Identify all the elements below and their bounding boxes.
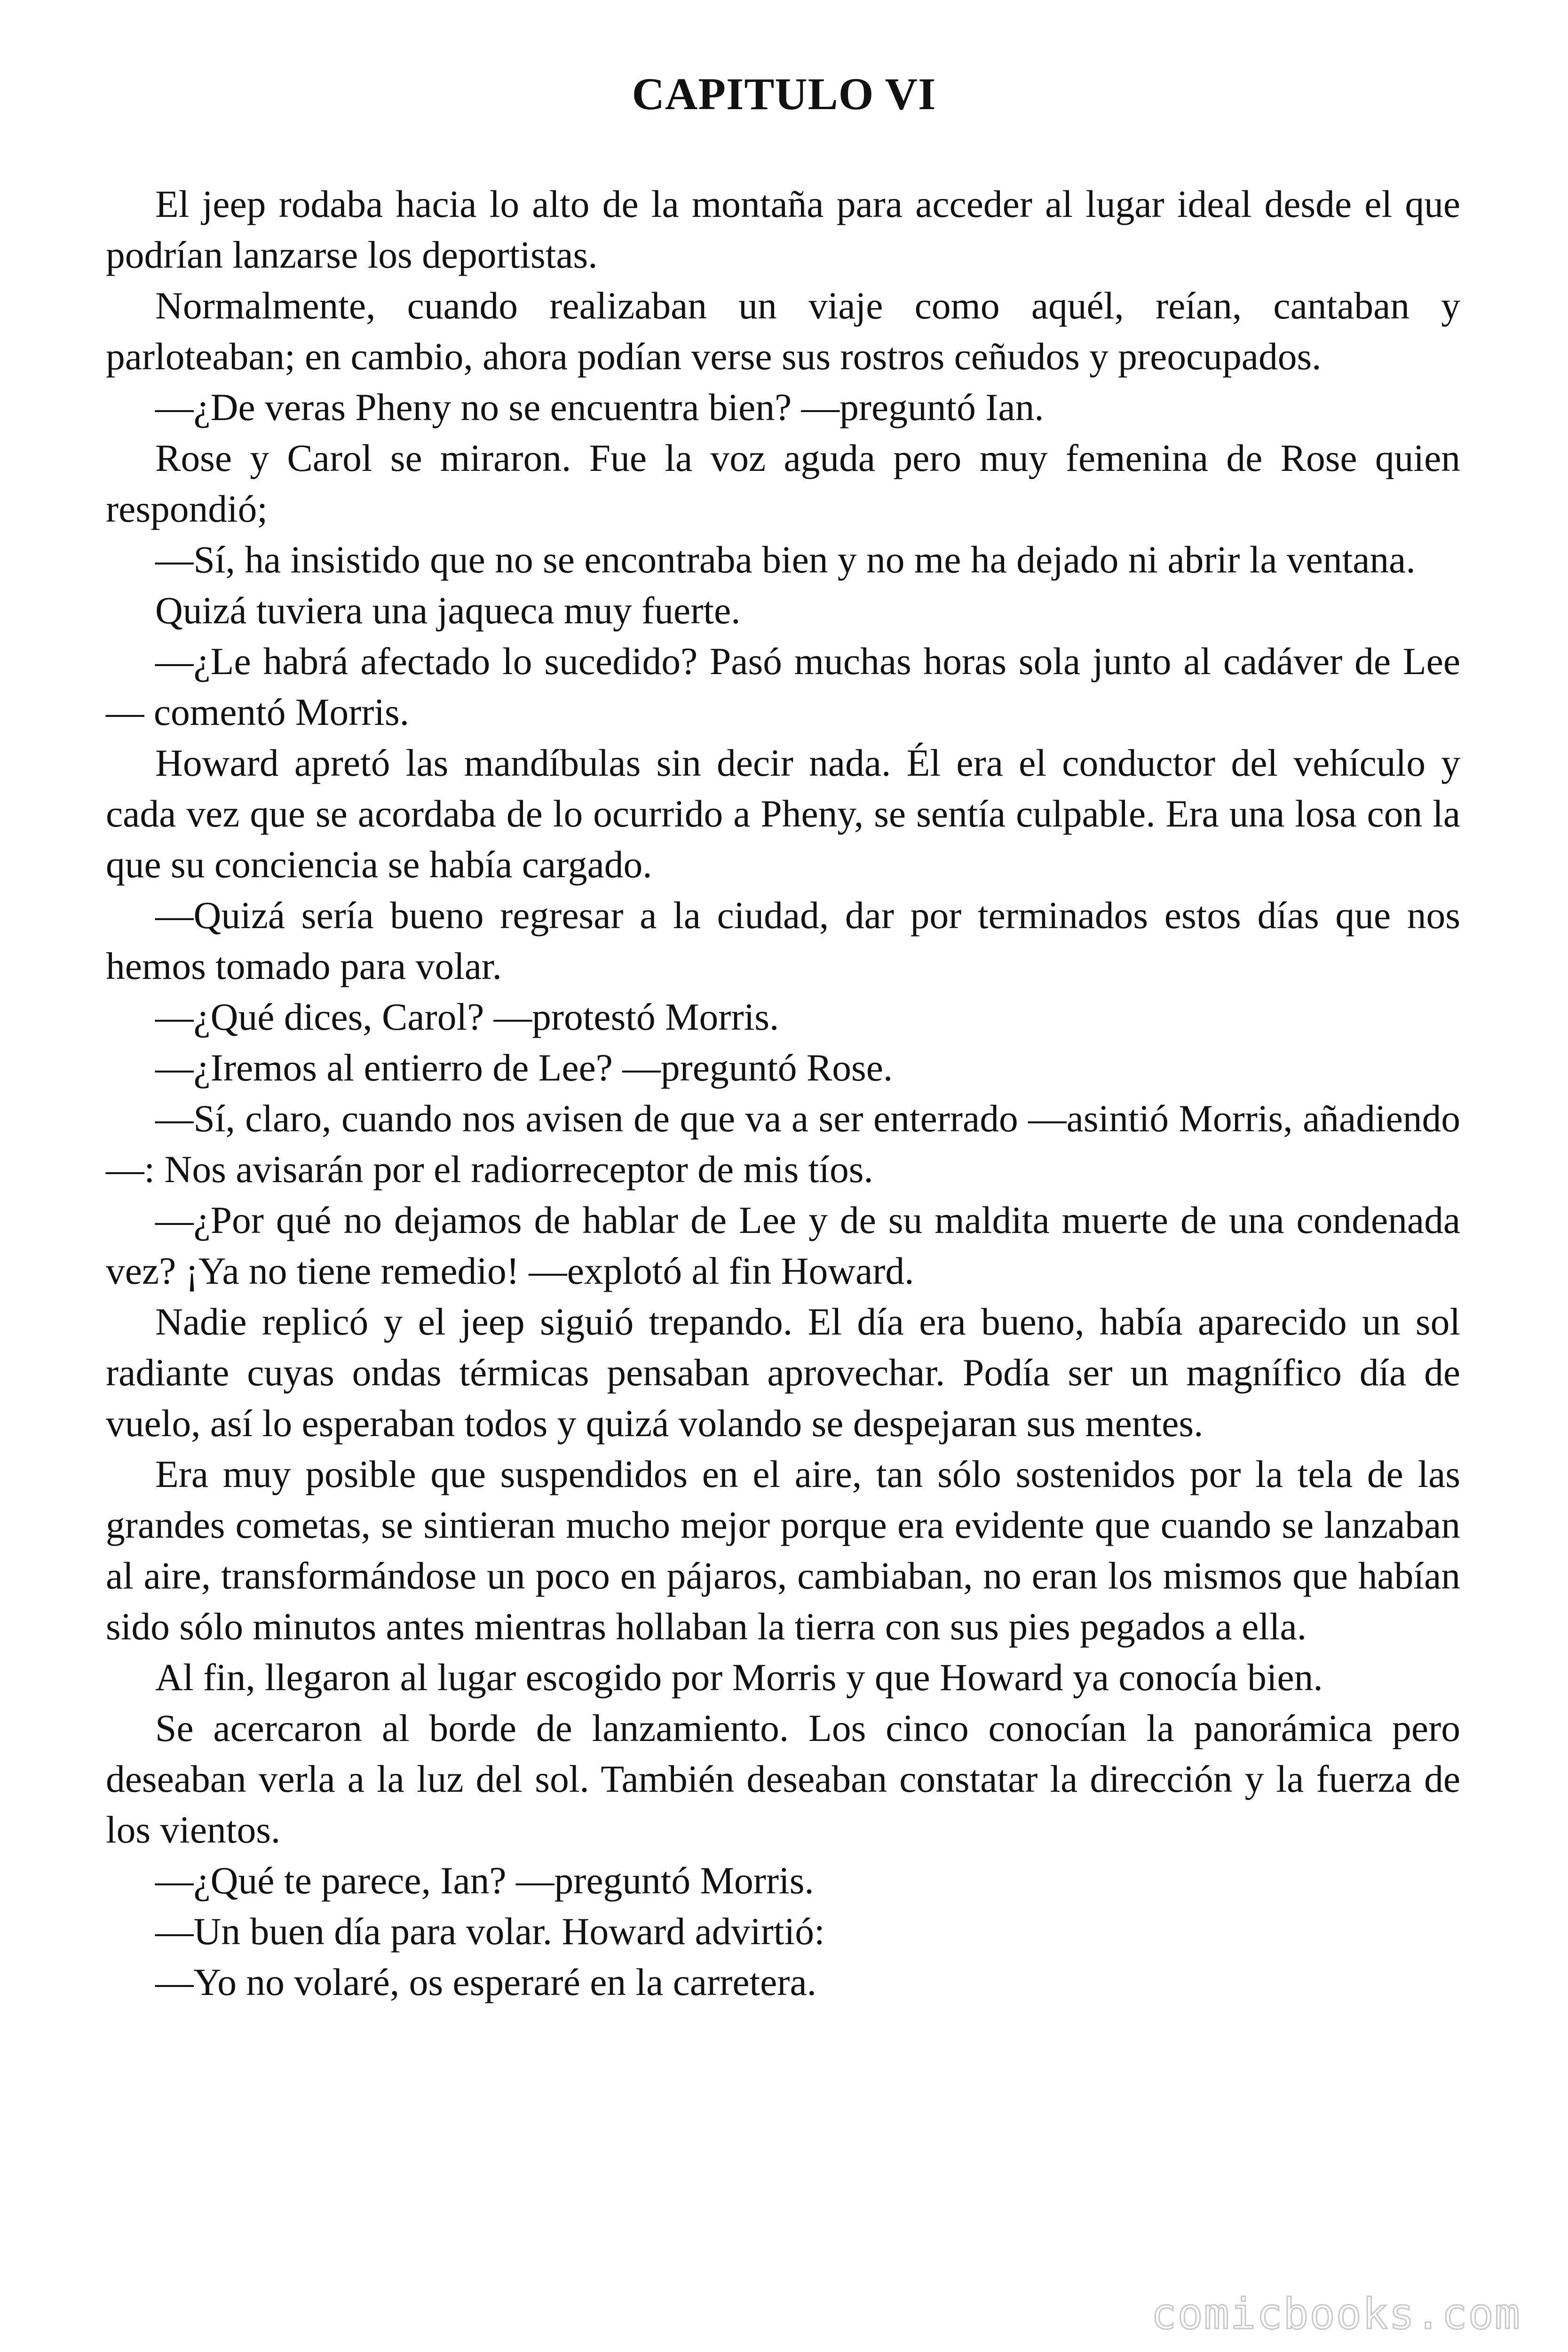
paragraph: Quizá tuviera una jaqueca muy fuerte. bbox=[155, 589, 741, 632]
paragraph: —Yo no volaré, os esperaré en la carretera. bbox=[155, 1961, 817, 2003]
paragraph: —¿Por qué no dejamos de hablar de Lee y de su maldita muerte de una condenada vez? ¡Ya no tiene remedio! —explotó al fin Howard. bbox=[106, 1199, 1460, 1292]
paragraph: El jeep rodaba hacia lo alto de la montaña para acceder al lugar ideal desde el que podrían lanzarse los deportistas. bbox=[106, 183, 1460, 276]
paragraph: Normalmente, cuando realizaban un viaje como aquél, reían, cantaban y parloteaban; en cambio, ahora podían verse sus rostros ceñudos y preocupados. bbox=[106, 284, 1460, 378]
paragraph: —¿De veras Pheny no se encuentra bien? —preguntó Ian. bbox=[155, 386, 1044, 429]
paragraph: Al fin, llegaron al lugar escogido por Morris y que Howard ya conocía bien. bbox=[155, 1656, 1323, 1699]
paragraph: —¿Qué te parece, Ian? —preguntó Morris. bbox=[155, 1859, 814, 1902]
paragraph: —¿Le habrá afectado lo sucedido? Pasó muchas horas sola junto al cadáver de Lee — comentó Morris. bbox=[106, 640, 1460, 733]
paragraph: Nadie replicó y el jeep siguió trepando. El día era bueno, había aparecido un sol radiante cuyas ondas térmicas pensaban aprovechar. Podía ser un magnífico día de vuelo, así lo esperaban todos y quizá volando se despejaran sus mentes. bbox=[106, 1300, 1460, 1445]
paragraph: Howard apretó las mandíbulas sin decir nada. Él era el conductor del vehículo y cada vez que se acordaba de lo ocurrido a Pheny, se sentía culpable. Era una losa con la que su conciencia se había cargado. bbox=[106, 741, 1460, 886]
paragraph: Rose y Carol se miraron. Fue la voz aguda pero muy femenina de Rose quien respondió; bbox=[106, 437, 1460, 530]
paragraph: Se acercaron al borde de lanzamiento. Los cinco conocían la panorámica pero deseaban verla a la luz del sol. También deseaban constatar la dirección y la fuerza de los vientos. bbox=[106, 1707, 1460, 1851]
chapter-body bbox=[106, 179, 1460, 2008]
paragraph: Era muy posible que suspendidos en el aire, tan sólo sostenidos por la tela de las grandes cometas, se sintieran mucho mejor porque era evidente que cuando se lanzaban al aire, transformándose un poco en pájaros, cambiaban, no eran los mismos que habían sido sólo minutos antes mientras hollaban la tierra con sus pies pegados a ella. bbox=[106, 1453, 1460, 1648]
paragraph: —Quizá sería bueno regresar a la ciudad, dar por terminados estos días que nos hemos tomado para volar. bbox=[106, 894, 1460, 987]
paragraph: —¿Qué dices, Carol? —protestó Morris. bbox=[155, 995, 779, 1038]
paragraph: —Sí, ha insistido que no se encontraba bien y no me ha dejado ni abrir la ventana. bbox=[155, 538, 1416, 581]
paragraph: —Sí, claro, cuando nos avisen de que va a ser enterrado —asintió Morris, añadiendo—: Nos avisarán por el radiorreceptor de mis tíos. bbox=[106, 1097, 1460, 1191]
watermark: comicbooks.com bbox=[1151, 2289, 1521, 2339]
chapter-title: CAPITULO VI bbox=[632, 69, 936, 119]
paragraph: —Un buen día para volar. Howard advirtió: bbox=[155, 1910, 825, 1953]
paragraph: —¿Iremos al entierro de Lee? —preguntó Rose. bbox=[155, 1046, 893, 1089]
